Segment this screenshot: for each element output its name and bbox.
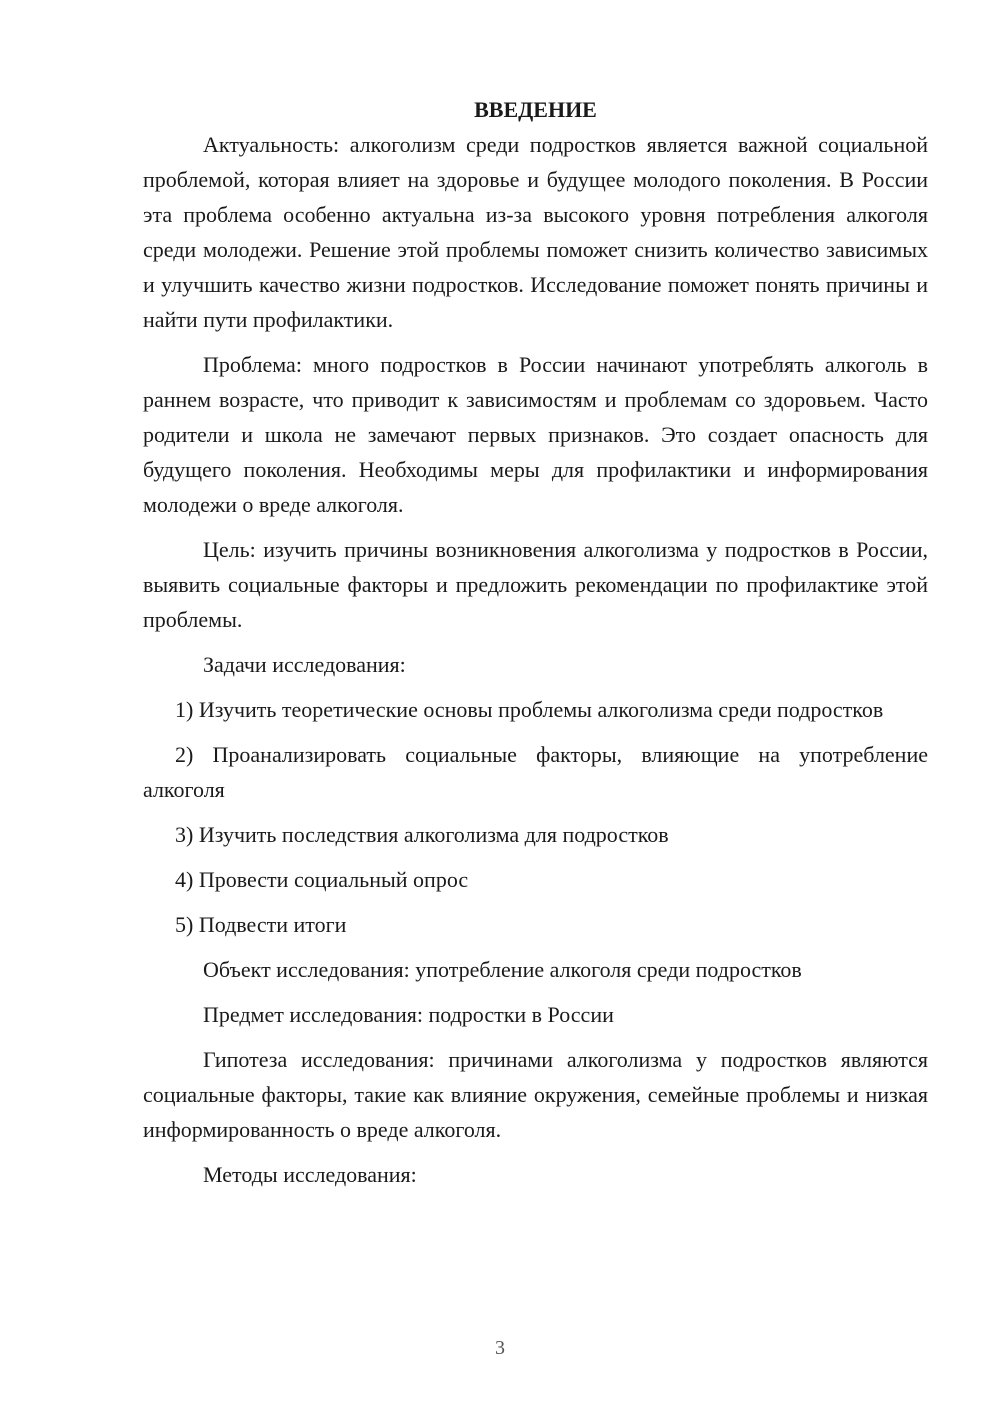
subject-paragraph: Предмет исследования: подростки в России: [203, 1002, 614, 1027]
document-page: [143, 92, 928, 1192]
relevance-paragraph: Актуальность: алкоголизм среди подростков является важной социальной проблемой, которая влияет на здоровье и будущее молодого поколения. В России эта проблема особенно актуальна из-за высокого уровня потребления алкоголя среди молодежи. Решение этой проблемы поможет снизить количество зависимых и улучшить качество жизни подростков. Исследование поможет понять причины и найти пути профилактики.: [143, 132, 928, 332]
task-item: 4) Провести социальный опрос: [175, 867, 469, 892]
section-heading: ВВЕДЕНИЕ: [474, 97, 597, 122]
object-paragraph: Объект исследования: употребление алкоголя среди подростков: [203, 957, 802, 982]
task-item: 3) Изучить последствия алкоголизма для подростков: [175, 822, 669, 847]
goal-paragraph: Цель: изучить причины возникновения алкоголизма у подростков в России, выявить социальные факторы и предложить рекомендации по профилактике этой проблемы.: [143, 537, 928, 632]
problem-paragraph: Проблема: много подростков в России начинают употреблять алкоголь в раннем возрасте, что приводит к зависимостям и проблемам со здоровьем. Часто родители и школа не замечают первых признаков. Это создает опасность для будущего поколения. Необходимы меры для профилактики и информирования молодежи о вреде алкоголя.: [143, 352, 928, 517]
task-item: 2) Проанализировать социальные факторы, влияющие на употребление алкоголя: [143, 742, 928, 802]
methods-title: Методы исследования:: [203, 1162, 417, 1187]
task-item: 1) Изучить теоретические основы проблемы алкоголизма среди подростков: [175, 697, 884, 722]
tasks-title: Задачи исследования:: [203, 652, 406, 677]
task-item: 5) Подвести итоги: [175, 912, 347, 937]
hypothesis-paragraph: Гипотеза исследования: причинами алкоголизма у подростков являются социальные факторы, такие как влияние окружения, семейные проблемы и низкая информированность о вреде алкоголя.: [143, 1047, 928, 1142]
page-number: 3: [495, 1337, 505, 1359]
